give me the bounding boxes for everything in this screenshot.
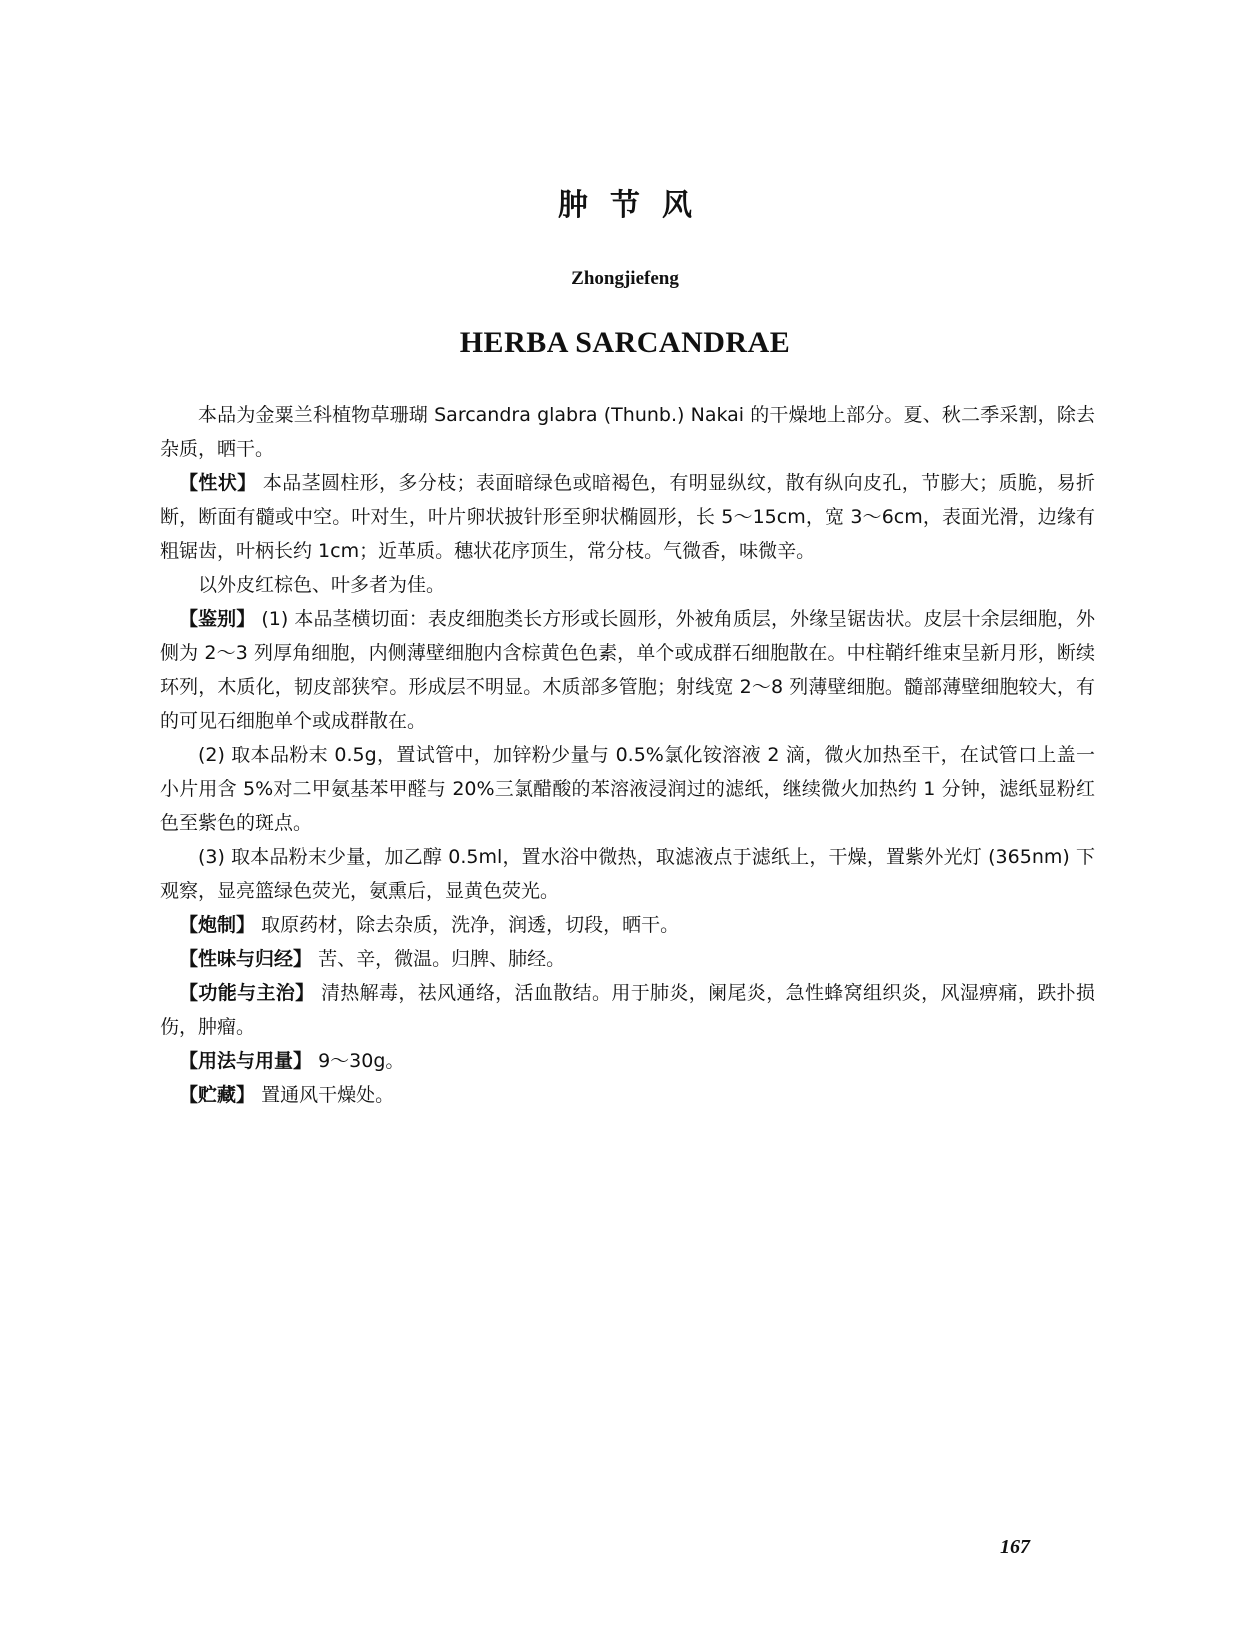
identification-test-3: (3) 取本品粉末少量，加乙醇 0.5ml，置水浴中微热，取滤液点于滤纸上，干燥，置紫外光灯 (365nm) 下观察，显亮篮绿色荧光，氨熏后，显黄色荧光。 [160,846,1095,902]
section-label: 【用法与用量】 [179,1050,313,1072]
section-text: 清热解毒，祛风通络，活血散结。用于肺炎，阑尾炎，急性蜂窝组织炎，风湿痹痛，跌扑损伤，肿瘤。 [160,982,1095,1038]
section-storage [160,1078,1095,1112]
section-label: 【功能与主治】 [179,982,315,1004]
section-property-meridian [160,942,1095,976]
section-label: 【性状】 [179,472,257,494]
monograph-body [160,398,1095,1112]
page-number: 167 [1000,1536,1030,1558]
section-label: 【鉴别】 [179,608,256,630]
title-chinese: 肿节风 [558,188,714,223]
title-pinyin: Zhongjiefeng [571,268,679,289]
section-text: 本品茎圆柱形，多分枝；表面暗绿色或暗褐色，有明显纵纹，散有纵向皮孔，节膨大；质脆，易折断，断面有髓或中空。叶对生，叶片卵状披针形至卵状椭圆形，长 5～15cm，宽 3～6cm，表面光滑，边缘有粗锯齿，叶柄长约 1cm；近革质。穗状花序顶生，常分枝。气微香，味微辛。 [160,472,1095,562]
section-text: (1) 本品茎横切面：表皮细胞类长方形或长圆形，外被角质层，外缘呈锯齿状。皮层十余层细胞，外侧为 2～3 列厚角细胞，内侧薄壁细胞内含棕黄色色素，单个或成群石细胞散在。中柱鞘纤维束呈新月形，断续环列，木质化，韧皮部狭窄。形成层不明显。木质部多管胞；射线宽 2～8 列薄壁细胞。髓部薄壁细胞较大，有的可见石细胞单个或成群散在。 [160,608,1095,732]
identification-test-2: (2) 取本品粉末 0.5g，置试管中，加锌粉少量与 0.5%氯化铵溶液 2 滴，微火加热至干，在试管口上盖一小片用含 5%对二甲氨基苯甲醛与 20%三氯醋酸的苯溶液浸润过的滤纸，继续微火加热约 1 分钟，滤纸显粉红色至紫色的斑点。 [160,744,1095,834]
section-dosage [160,1044,1095,1078]
section-label: 【炮制】 [179,914,256,936]
section-functions [160,976,1095,1044]
title-latin: HERBA SARCANDRAE [459,326,791,359]
section-label: 【性味与归经】 [179,948,313,970]
section-text: 苦、辛，微温。归脾、肺经。 [318,948,566,970]
section-text: 取原药材，除去杂质，洗净，润透，切段，晒干。 [261,914,680,936]
quality-note: 以外皮红棕色、叶多者为佳。 [198,574,446,596]
section-text: 置通风干燥处。 [261,1084,395,1106]
section-identification [160,602,1095,738]
intro-paragraph: 本品为金粟兰科植物草珊瑚 Sarcandra glabra (Thunb.) Nakai 的干燥地上部分。夏、秋二季采割，除去杂质，晒干。 [160,404,1095,460]
section-description [160,466,1095,568]
section-label: 【贮藏】 [179,1084,256,1106]
section-text: 9～30g。 [318,1050,405,1072]
section-processing [160,908,1095,942]
